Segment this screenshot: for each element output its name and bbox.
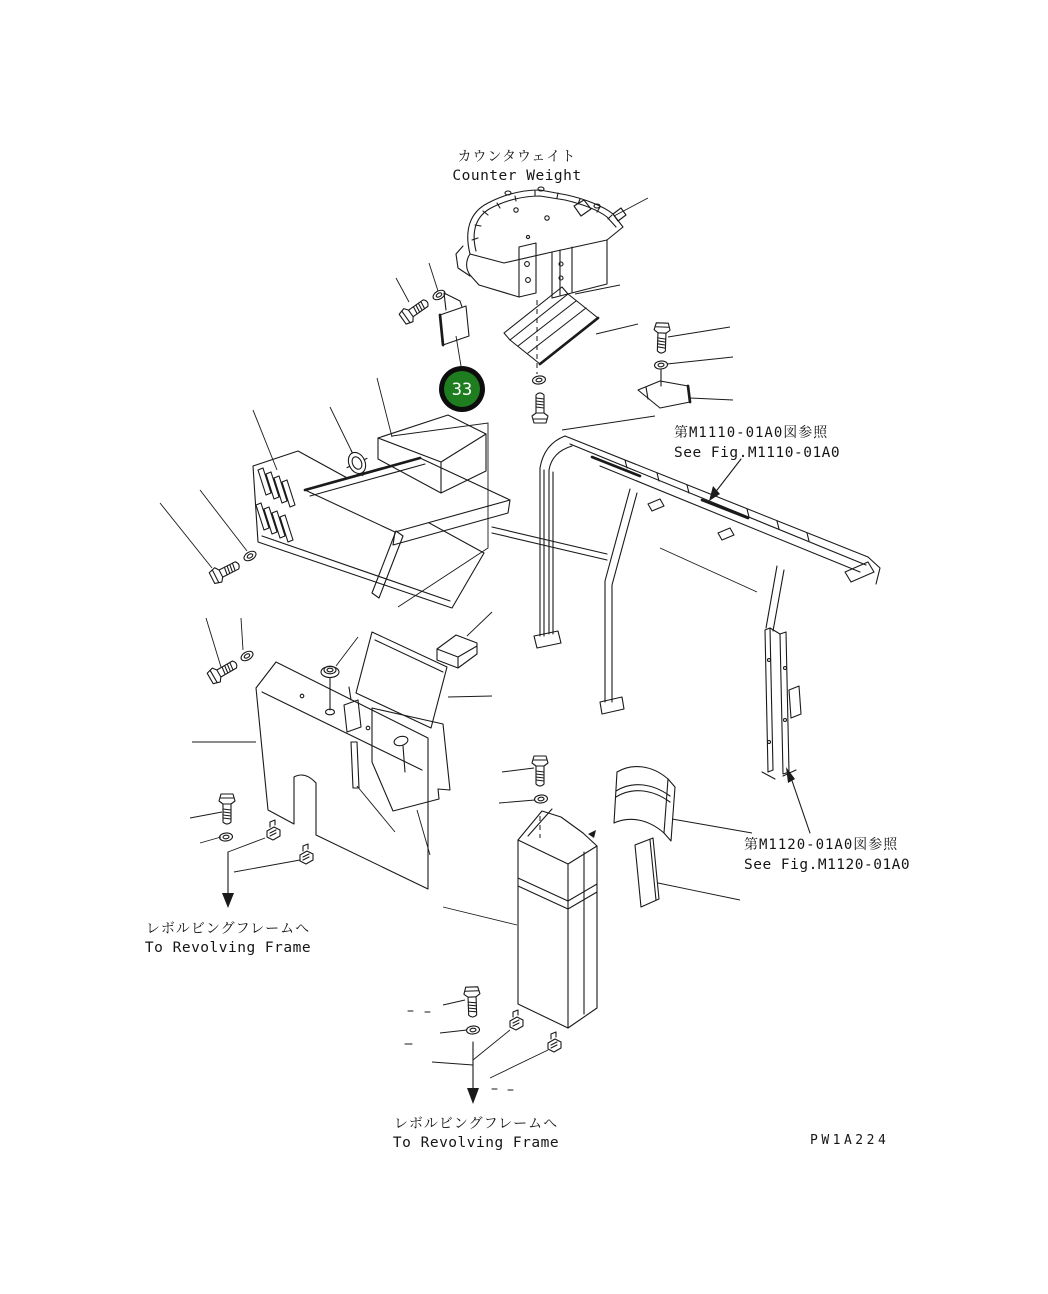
bolt [464, 987, 481, 1018]
bolt [653, 323, 670, 354]
right-frame-column [762, 628, 801, 779]
balloon-number: 33 [451, 380, 473, 400]
part-balloon-33[interactable] [439, 366, 485, 412]
cab-frame [492, 436, 880, 714]
clip [300, 844, 313, 864]
flat-panel-lower [372, 708, 450, 811]
see-fig-m1120-label-jp: 第M1120-01A0図参照 [744, 837, 899, 853]
corner-bracket [638, 370, 690, 408]
dot-dashes [405, 1011, 513, 1090]
top-fastener-group [398, 287, 690, 423]
counterweight [456, 187, 626, 298]
to-revolving-frame-left-label-jp: レボルビングフレームへ [145, 921, 311, 937]
bolt [219, 794, 235, 824]
clip [510, 1010, 523, 1030]
curved-cover-panel [614, 767, 675, 841]
small-box-cover [437, 635, 477, 668]
tower-cover-group [464, 756, 675, 1052]
bolt [208, 557, 242, 585]
flat-panel-upper [356, 632, 447, 728]
seal-strip [372, 531, 403, 598]
bolt [398, 295, 432, 325]
middle-panels-group [206, 632, 477, 889]
washer [219, 832, 233, 841]
small-rect-panel [635, 838, 659, 907]
clip [548, 1032, 561, 1052]
washer [532, 375, 546, 385]
see-fig-m1120-arrow [786, 767, 810, 833]
rubber-cap [321, 666, 339, 715]
seal-strip-vertical [351, 742, 359, 788]
counter-weight-label-en: Counter Weight [452, 168, 582, 184]
to-revolving-frame-bottom-label-jp: レボルビングフレームへ [393, 1116, 559, 1132]
bolt [532, 756, 548, 786]
large-cover-panel [256, 662, 428, 889]
washer [654, 360, 668, 369]
see-fig-m1110-arrow [709, 459, 741, 501]
arrows [222, 459, 810, 1104]
to-revolving-frame-arrow-bottom [467, 1042, 479, 1104]
washer [242, 549, 257, 562]
to-revolving-frame-bottom-label-en: To Revolving Frame [392, 1135, 560, 1151]
tower-cover [518, 809, 597, 1028]
see-fig-m1110-label-jp: 第M1110-01A0図参照 [674, 425, 829, 441]
inner-channel-cover [305, 458, 510, 545]
drawing-code: PW1A224 [810, 1133, 890, 1148]
cover-channel-bracket [504, 287, 598, 364]
washer [534, 794, 548, 803]
clip [267, 820, 280, 840]
cover-plate-small [440, 293, 469, 345]
counter-weight-label-jp: カウンタウェイト [457, 149, 577, 165]
bolt [206, 657, 240, 686]
see-fig-m1120-label-en: See Fig.M1120-01A0 [744, 857, 911, 873]
see-fig-m1110-label-en: See Fig.M1110-01A0 [674, 445, 841, 461]
washer [466, 1025, 480, 1034]
to-revolving-frame-left-label-en: To Revolving Frame [144, 940, 312, 956]
bolt [532, 393, 548, 423]
washer [239, 649, 254, 662]
side-cover-group [208, 415, 510, 608]
to-revolving-frame-arrow-left [222, 852, 234, 908]
